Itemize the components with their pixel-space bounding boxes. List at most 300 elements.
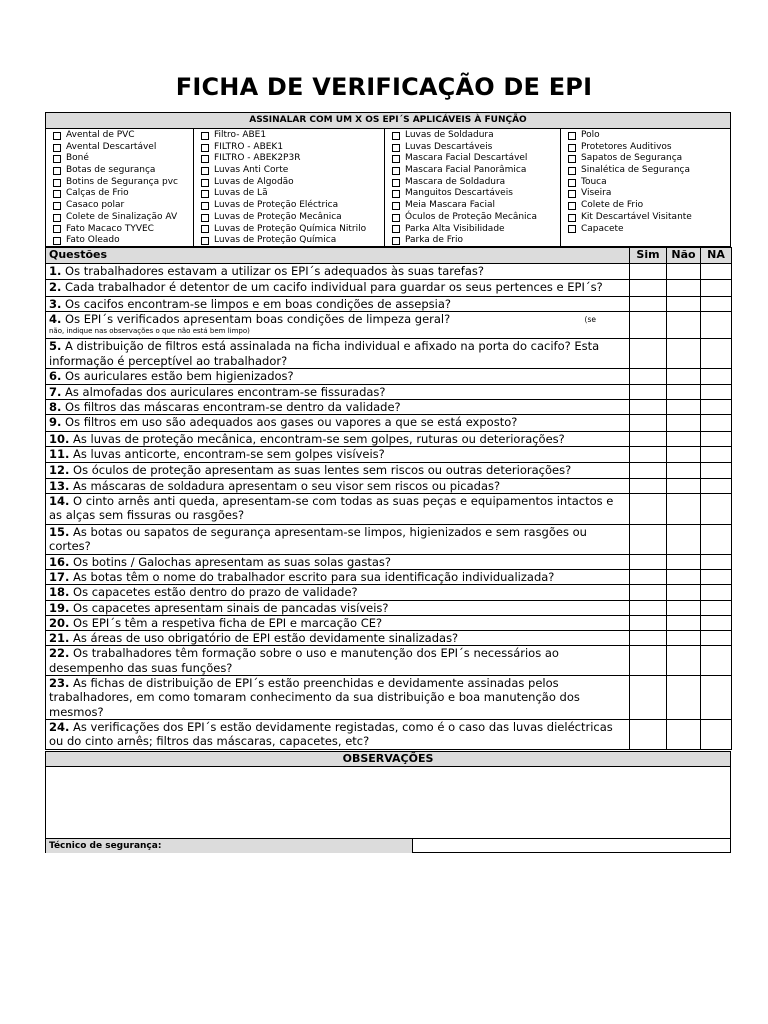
epi-checkbox-item[interactable] [392, 188, 560, 200]
answer-cell-yes[interactable] [630, 312, 667, 339]
epi-item-label: Colete de Frio [581, 200, 644, 211]
checkbox[interactable] [201, 190, 209, 198]
epi-checkbox-item[interactable] [568, 130, 730, 142]
epi-item-label: Óculos de Proteção Mecânica [405, 211, 538, 222]
question-row [46, 631, 732, 646]
question-label: A distribuição de filtros está assinalada na ficha individual e afixado na porta do cacifo? Esta informação é perceptível ao trabalhador? [49, 339, 600, 368]
answer-cell-no[interactable] [667, 554, 701, 569]
epi-item-label: Polo [581, 130, 600, 140]
question-number: 20. [49, 615, 70, 630]
question-text [46, 478, 630, 493]
question-row [46, 525, 732, 555]
question-row [46, 369, 732, 384]
epi-item-label: Manguitos Descartáveis [405, 188, 513, 199]
answer-cell-no[interactable] [667, 631, 701, 646]
answer-cell-yes[interactable] [630, 525, 667, 555]
checkbox[interactable] [568, 190, 576, 198]
checkbox[interactable] [392, 144, 400, 152]
question-label: Os capacetes apresentam sinais de pancadas visíveis? [69, 600, 389, 615]
answer-cell-na[interactable] [701, 339, 732, 369]
checkbox[interactable] [53, 190, 61, 198]
answer-cell-na[interactable] [701, 280, 732, 297]
checkbox[interactable] [201, 155, 209, 163]
answer-cell-na[interactable] [701, 415, 732, 432]
answer-cell-no[interactable] [667, 312, 701, 339]
answer-cell-yes[interactable] [630, 478, 667, 493]
checkbox[interactable] [201, 237, 209, 245]
answer-cell-no[interactable] [667, 585, 701, 600]
question-text [46, 384, 630, 399]
checkbox[interactable] [53, 167, 61, 175]
question-text [46, 432, 630, 447]
questions-body [46, 264, 732, 750]
epi-item-label: Filtro- ABE1 [214, 130, 267, 140]
epi-item-label: Capacete [581, 223, 624, 234]
checkbox[interactable] [392, 225, 400, 233]
checkbox[interactable] [568, 214, 576, 222]
question-text [46, 720, 630, 750]
question-label: Os óculos de proteção apresentam as suas lentes sem riscos ou outras deteriorações? [69, 462, 572, 477]
epi-checkbox-item[interactable] [568, 142, 730, 154]
epi-checkbox-item[interactable] [53, 153, 193, 165]
question-label: As luvas de proteção mecânica, encontram-se sem golpes, ruturas ou deteriorações? [69, 432, 565, 447]
question-row [46, 462, 732, 478]
answer-cell-yes[interactable] [630, 447, 667, 462]
question-row [46, 554, 732, 569]
answer-cell-yes[interactable] [630, 432, 667, 447]
checkbox[interactable] [201, 202, 209, 210]
answer-cell-yes[interactable] [630, 600, 667, 615]
answer-cell-no[interactable] [667, 264, 701, 280]
epi-item-label: Luvas de Lã [214, 188, 268, 199]
question-label: Os filtros das máscaras encontram-se dentro da validade? [61, 399, 401, 414]
answer-cell-yes[interactable] [630, 415, 667, 432]
epi-checkbox-item[interactable] [53, 130, 193, 142]
epi-checkbox-item[interactable] [53, 165, 193, 177]
question-label: As botas ou sapatos de segurança apresentam-se limpos, higienizados e sem rasgões ou cortes? [49, 525, 587, 554]
question-number: 11. [49, 447, 70, 462]
epi-checkbox-item[interactable] [201, 165, 384, 177]
question-label: Os auriculares estão bem higienizados? [61, 369, 294, 384]
epi-checkbox-item[interactable] [568, 165, 730, 177]
question-row [46, 312, 732, 339]
checkbox[interactable] [568, 202, 576, 210]
question-number: 19. [49, 600, 70, 615]
question-label: Os capacetes estão dentro do prazo de validade? [69, 585, 358, 600]
epi-item-label: Calças de Frio [66, 188, 129, 199]
answer-cell-no[interactable] [667, 462, 701, 478]
question-number: 17. [49, 569, 70, 584]
question-label: Os botins / Galochas apresentam as suas solas gastas? [69, 554, 391, 569]
question-number: 21. [49, 631, 70, 646]
epi-item-label: Sinalética de Segurança [581, 165, 690, 176]
question-number: 5. [49, 339, 62, 354]
question-row [46, 264, 732, 280]
page-title: FICHA DE VERIFICAÇÃO DE EPI [175, 73, 593, 101]
answer-cell-na[interactable] [701, 297, 732, 312]
epi-item-label: Botins de Segurança pvc [66, 176, 178, 187]
epi-column-2 [194, 129, 385, 247]
answer-cell-yes[interactable] [630, 720, 667, 750]
checkbox[interactable] [53, 179, 61, 187]
answer-cell-no[interactable] [667, 494, 701, 525]
answer-cell-yes[interactable] [630, 569, 667, 584]
question-row [46, 494, 732, 525]
epi-checkbox-item[interactable] [201, 153, 384, 165]
epi-checkbox-item[interactable] [392, 165, 560, 177]
question-label: Os trabalhadores têm formação sobre o uso e manutenção dos EPI´s necessários ao desempenho das suas funções? [49, 646, 559, 675]
technician-row [46, 838, 730, 853]
answer-cell-na[interactable] [701, 720, 732, 750]
epi-checkbox-item[interactable] [53, 224, 193, 236]
question-label: Cada trabalhador é detentor de um cacifo individual para guardar os seus pertences e EPI´s? [61, 280, 603, 294]
epi-item-label: Fato Macaco TYVEC [66, 223, 154, 234]
question-row [46, 432, 732, 447]
epi-item-label: Mascara de Soldadura [405, 176, 506, 187]
question-text [46, 280, 630, 297]
checkbox[interactable] [568, 225, 576, 233]
question-label: Os EPI´s têm a respetiva ficha de EPI e marcação CE? [69, 615, 383, 630]
question-text [46, 399, 630, 414]
answer-cell-yes[interactable] [630, 676, 667, 720]
epi-item-label: FILTRO - ABEK2P3R [214, 153, 301, 164]
epi-item-label: Parka de Frio [405, 235, 464, 246]
epi-columns [46, 129, 730, 247]
epi-item-label: Luvas de Algodão [214, 176, 294, 187]
epi-item-label: Avental Descartável [66, 141, 157, 152]
epi-checkbox-item[interactable] [53, 188, 193, 200]
question-number: 16. [49, 554, 70, 569]
epi-item-label: Luvas de Proteção Química [214, 235, 337, 246]
answer-cell-yes[interactable] [630, 297, 667, 312]
question-row [46, 447, 732, 462]
question-text [46, 569, 630, 584]
checkbox[interactable] [568, 144, 576, 152]
answer-cell-na[interactable] [701, 369, 732, 384]
checkbox[interactable] [392, 202, 400, 210]
checkbox[interactable] [392, 179, 400, 187]
epi-checkbox-item[interactable] [392, 235, 560, 247]
question-number: 24. [49, 720, 70, 735]
answer-cell-na[interactable] [701, 264, 732, 280]
question-text [46, 369, 630, 384]
observations-title: OBSERVAÇÕES [46, 752, 730, 767]
checkbox[interactable] [392, 237, 400, 245]
epi-column-3 [385, 129, 561, 247]
question-label: As áreas de uso obrigatório de EPI estão devidamente sinalizadas? [69, 631, 459, 646]
answer-cell-no[interactable] [667, 297, 701, 312]
answer-cell-na[interactable] [701, 312, 732, 339]
question-number: 6. [49, 369, 62, 384]
question-text [46, 676, 630, 720]
question-text [46, 447, 630, 462]
epi-item-label: Casaco polar [66, 200, 125, 211]
epi-column-4 [561, 129, 730, 247]
epi-checkbox-item[interactable] [53, 177, 193, 189]
checkbox[interactable] [392, 190, 400, 198]
epi-checkbox-item[interactable] [392, 224, 560, 236]
answer-cell-na[interactable] [701, 432, 732, 447]
yes-header: Sim [630, 248, 667, 264]
checkbox[interactable] [201, 179, 209, 187]
epi-item-label: Meia Mascara Facial [405, 200, 496, 211]
question-text [46, 631, 630, 646]
checkbox[interactable] [392, 132, 400, 140]
checkbox[interactable] [568, 179, 576, 187]
checkbox[interactable] [53, 225, 61, 233]
observations-section [45, 751, 731, 853]
answer-cell-no[interactable] [667, 384, 701, 399]
question-text [46, 312, 630, 339]
epi-item-label: FILTRO - ABEK1 [214, 141, 284, 152]
checkbox[interactable] [53, 144, 61, 152]
observations-field[interactable] [46, 767, 730, 838]
answer-cell-na[interactable] [701, 462, 732, 478]
checkbox[interactable] [53, 237, 61, 245]
question-text [46, 525, 630, 555]
question-text [46, 600, 630, 615]
epi-checkbox-item[interactable] [201, 235, 384, 247]
answer-cell-na[interactable] [701, 447, 732, 462]
answer-cell-na[interactable] [701, 631, 732, 646]
question-number: 2. [49, 280, 62, 294]
answer-cell-na[interactable] [701, 525, 732, 555]
question-row [46, 676, 732, 720]
answer-cell-na[interactable] [701, 600, 732, 615]
answer-cell-na[interactable] [701, 554, 732, 569]
answer-cell-no[interactable] [667, 615, 701, 630]
epi-checkbox-item[interactable] [568, 153, 730, 165]
question-number: 3. [49, 297, 62, 311]
epi-item-label: Luvas Anti Corte [214, 165, 289, 176]
checkbox[interactable] [392, 167, 400, 175]
question-number: 14. [49, 494, 70, 509]
epi-checkbox-item[interactable] [392, 177, 560, 189]
checkbox[interactable] [392, 155, 400, 163]
epi-checkbox-item[interactable] [392, 212, 560, 224]
question-label: As verificações dos EPI´s estão devidamente registadas, como é o caso das luvas dieléctricas ou do cinto arnês; filtros das máscaras, capacetes, etc? [49, 720, 613, 749]
epi-item-label: Sapatos de Segurança [581, 153, 683, 164]
question-row [46, 384, 732, 399]
epi-item-label: Boné [66, 153, 89, 164]
answer-cell-yes[interactable] [630, 615, 667, 630]
checkbox[interactable] [201, 167, 209, 175]
question-label: As almofadas dos auriculares encontram-se fissuradas? [61, 384, 386, 399]
question-number: 1. [49, 264, 62, 278]
answer-cell-yes[interactable] [630, 554, 667, 569]
epi-checkbox-item[interactable] [392, 130, 560, 142]
checkbox[interactable] [201, 225, 209, 233]
epi-item-label: Colete de Sinalização AV [66, 211, 178, 222]
answer-cell-no[interactable] [667, 569, 701, 584]
question-label: As máscaras de soldadura apresentam o seu visor sem riscos ou picadas? [69, 478, 501, 493]
epi-checkbox-item[interactable] [53, 212, 193, 224]
question-row [46, 585, 732, 600]
answer-cell-no[interactable] [667, 399, 701, 414]
answer-cell-na[interactable] [701, 478, 732, 493]
question-row [46, 339, 732, 369]
answer-cell-na[interactable] [701, 494, 732, 525]
answer-cell-no[interactable] [667, 676, 701, 720]
answer-cell-na[interactable] [701, 384, 732, 399]
na-header: NA [701, 248, 732, 264]
question-text [46, 462, 630, 478]
answer-cell-no[interactable] [667, 432, 701, 447]
question-row [46, 297, 732, 312]
epi-item-label: Luvas de Proteção Mecânica [214, 211, 342, 222]
checkbox[interactable] [201, 214, 209, 222]
question-row [46, 615, 732, 630]
epi-checkbox-item[interactable] [201, 224, 384, 236]
epi-item-label: Luvas de Soldadura [405, 130, 494, 140]
question-label: As luvas anticorte, encontram-se sem golpes visíveis? [69, 447, 385, 462]
epi-item-label: Fato Oleado [66, 235, 120, 246]
epi-item-label: Viseira [581, 188, 612, 199]
technician-field[interactable] [413, 839, 730, 853]
answer-cell-yes[interactable] [630, 339, 667, 369]
checkbox[interactable] [392, 214, 400, 222]
epi-checkbox-item[interactable] [201, 177, 384, 189]
question-label: As fichas de distribuição de EPI´s estão preenchidas e devidamente assinadas pelos trabalhadores, em como tomaram conhecimento da sua distribuição e boa manutenção dos mesmos? [49, 676, 580, 719]
question-row [46, 646, 732, 676]
epi-checkbox-item[interactable] [201, 130, 384, 142]
epi-checkbox-item[interactable] [568, 188, 730, 200]
question-number: 15. [49, 525, 70, 540]
checkbox[interactable] [53, 155, 61, 163]
table-header-row [46, 248, 732, 264]
question-label: O cinto arnês anti queda, apresentam-se com todas as suas peças e equipamentos intactos e as alças sem fissuras ou rasgões? [49, 494, 614, 523]
question-number: 4. [49, 312, 62, 327]
question-number: 18. [49, 585, 70, 600]
answer-cell-na[interactable] [701, 615, 732, 630]
epi-item-label: Botas de segurança [66, 165, 156, 176]
question-row [46, 600, 732, 615]
checkbox[interactable] [53, 202, 61, 210]
epi-header: ASSINALAR COM UM X OS EPI´S APLICÁVEIS À FUNÇÃO [46, 113, 730, 129]
question-label: Os cacifos encontram-se limpos e em boas condições de assepsia? [61, 297, 451, 311]
answer-cell-yes[interactable] [630, 494, 667, 525]
question-row [46, 569, 732, 584]
technician-label: Técnico de segurança: [46, 839, 413, 853]
epi-checkbox-item[interactable] [53, 235, 193, 247]
question-text [46, 585, 630, 600]
checkbox[interactable] [53, 132, 61, 140]
answer-cell-no[interactable] [667, 447, 701, 462]
answer-cell-na[interactable] [701, 399, 732, 414]
epi-item-label: Touca [581, 176, 607, 187]
answer-cell-no[interactable] [667, 600, 701, 615]
answer-cell-yes[interactable] [630, 462, 667, 478]
question-number: 13. [49, 478, 70, 493]
question-text [46, 415, 630, 432]
epi-checklist [45, 112, 731, 247]
epi-checkbox-item[interactable] [392, 200, 560, 212]
answer-cell-no[interactable] [667, 525, 701, 555]
question-number: 8. [49, 399, 62, 414]
epi-checkbox-item[interactable] [568, 177, 730, 189]
epi-item-label: Avental de PVC [66, 130, 135, 140]
question-text [46, 297, 630, 312]
epi-checkbox-item[interactable] [53, 142, 193, 154]
question-row [46, 478, 732, 493]
answer-cell-yes[interactable] [630, 369, 667, 384]
epi-checkbox-item[interactable] [53, 200, 193, 212]
epi-checkbox-item[interactable] [568, 200, 730, 212]
answer-cell-no[interactable] [667, 478, 701, 493]
epi-item-label: Luvas de Proteção Eléctrica [214, 200, 339, 211]
epi-checkbox-item[interactable] [201, 200, 384, 212]
answer-cell-no[interactable] [667, 720, 701, 750]
question-row [46, 415, 732, 432]
answer-cell-no[interactable] [667, 369, 701, 384]
answer-cell-yes[interactable] [630, 631, 667, 646]
epi-item-label: Kit Descartável Visitante [581, 211, 692, 222]
question-note: não, indique nas observações o que não está bem limpo) [49, 326, 250, 335]
question-number: 12. [49, 462, 70, 477]
epi-column-1 [46, 129, 194, 247]
question-text [46, 264, 630, 280]
checkbox[interactable] [568, 167, 576, 175]
checkbox[interactable] [201, 132, 209, 140]
epi-item-label: Protetores Auditivos [581, 141, 672, 152]
no-header: Não [667, 248, 701, 264]
checkbox[interactable] [568, 132, 576, 140]
answer-cell-yes[interactable] [630, 399, 667, 414]
question-text [46, 554, 630, 569]
answer-cell-yes[interactable] [630, 280, 667, 297]
question-row [46, 399, 732, 414]
answer-cell-yes[interactable] [630, 384, 667, 399]
checkbox[interactable] [53, 214, 61, 222]
answer-cell-yes[interactable] [630, 264, 667, 280]
answer-cell-no[interactable] [667, 646, 701, 676]
answer-cell-no[interactable] [667, 415, 701, 432]
epi-item-label: Mascara Facial Panorâmica [405, 165, 527, 176]
epi-checkbox-item[interactable] [568, 224, 730, 236]
epi-checkbox-item[interactable] [392, 142, 560, 154]
answer-cell-yes[interactable] [630, 585, 667, 600]
question-row [46, 280, 732, 297]
checkbox[interactable] [201, 144, 209, 152]
answer-cell-na[interactable] [701, 676, 732, 720]
question-number: 10. [49, 432, 70, 447]
answer-cell-yes[interactable] [630, 646, 667, 676]
question-label: Os EPI´s verificados apresentam boas condições de limpeza geral? [61, 312, 451, 327]
question-note-right: (se [584, 315, 596, 325]
epi-item-label: Luvas Descartáveis [405, 141, 493, 152]
question-text [46, 339, 630, 369]
epi-checkbox-item[interactable] [568, 212, 730, 224]
epi-item-label: Luvas de Proteção Química Nitrilo [214, 223, 367, 234]
answer-cell-na[interactable] [701, 585, 732, 600]
answer-cell-no[interactable] [667, 280, 701, 297]
question-text [46, 646, 630, 676]
checkbox[interactable] [568, 155, 576, 163]
questions-header: Questões [46, 248, 630, 264]
question-number: 9. [49, 415, 62, 430]
epi-checkbox-item[interactable] [392, 153, 560, 165]
epi-checkbox-item[interactable] [201, 142, 384, 154]
answer-cell-na[interactable] [701, 569, 732, 584]
epi-item-label: Mascara Facial Descartável [405, 153, 528, 164]
epi-checkbox-item[interactable] [201, 188, 384, 200]
question-label: As botas têm o nome do trabalhador escrito para sua identificação individualizada? [69, 569, 555, 584]
questions-table [45, 247, 732, 750]
answer-cell-na[interactable] [701, 646, 732, 676]
epi-checkbox-item[interactable] [201, 212, 384, 224]
answer-cell-no[interactable] [667, 339, 701, 369]
question-label: Os trabalhadores estavam a utilizar os EPI´s adequados às suas tarefas? [61, 264, 484, 278]
